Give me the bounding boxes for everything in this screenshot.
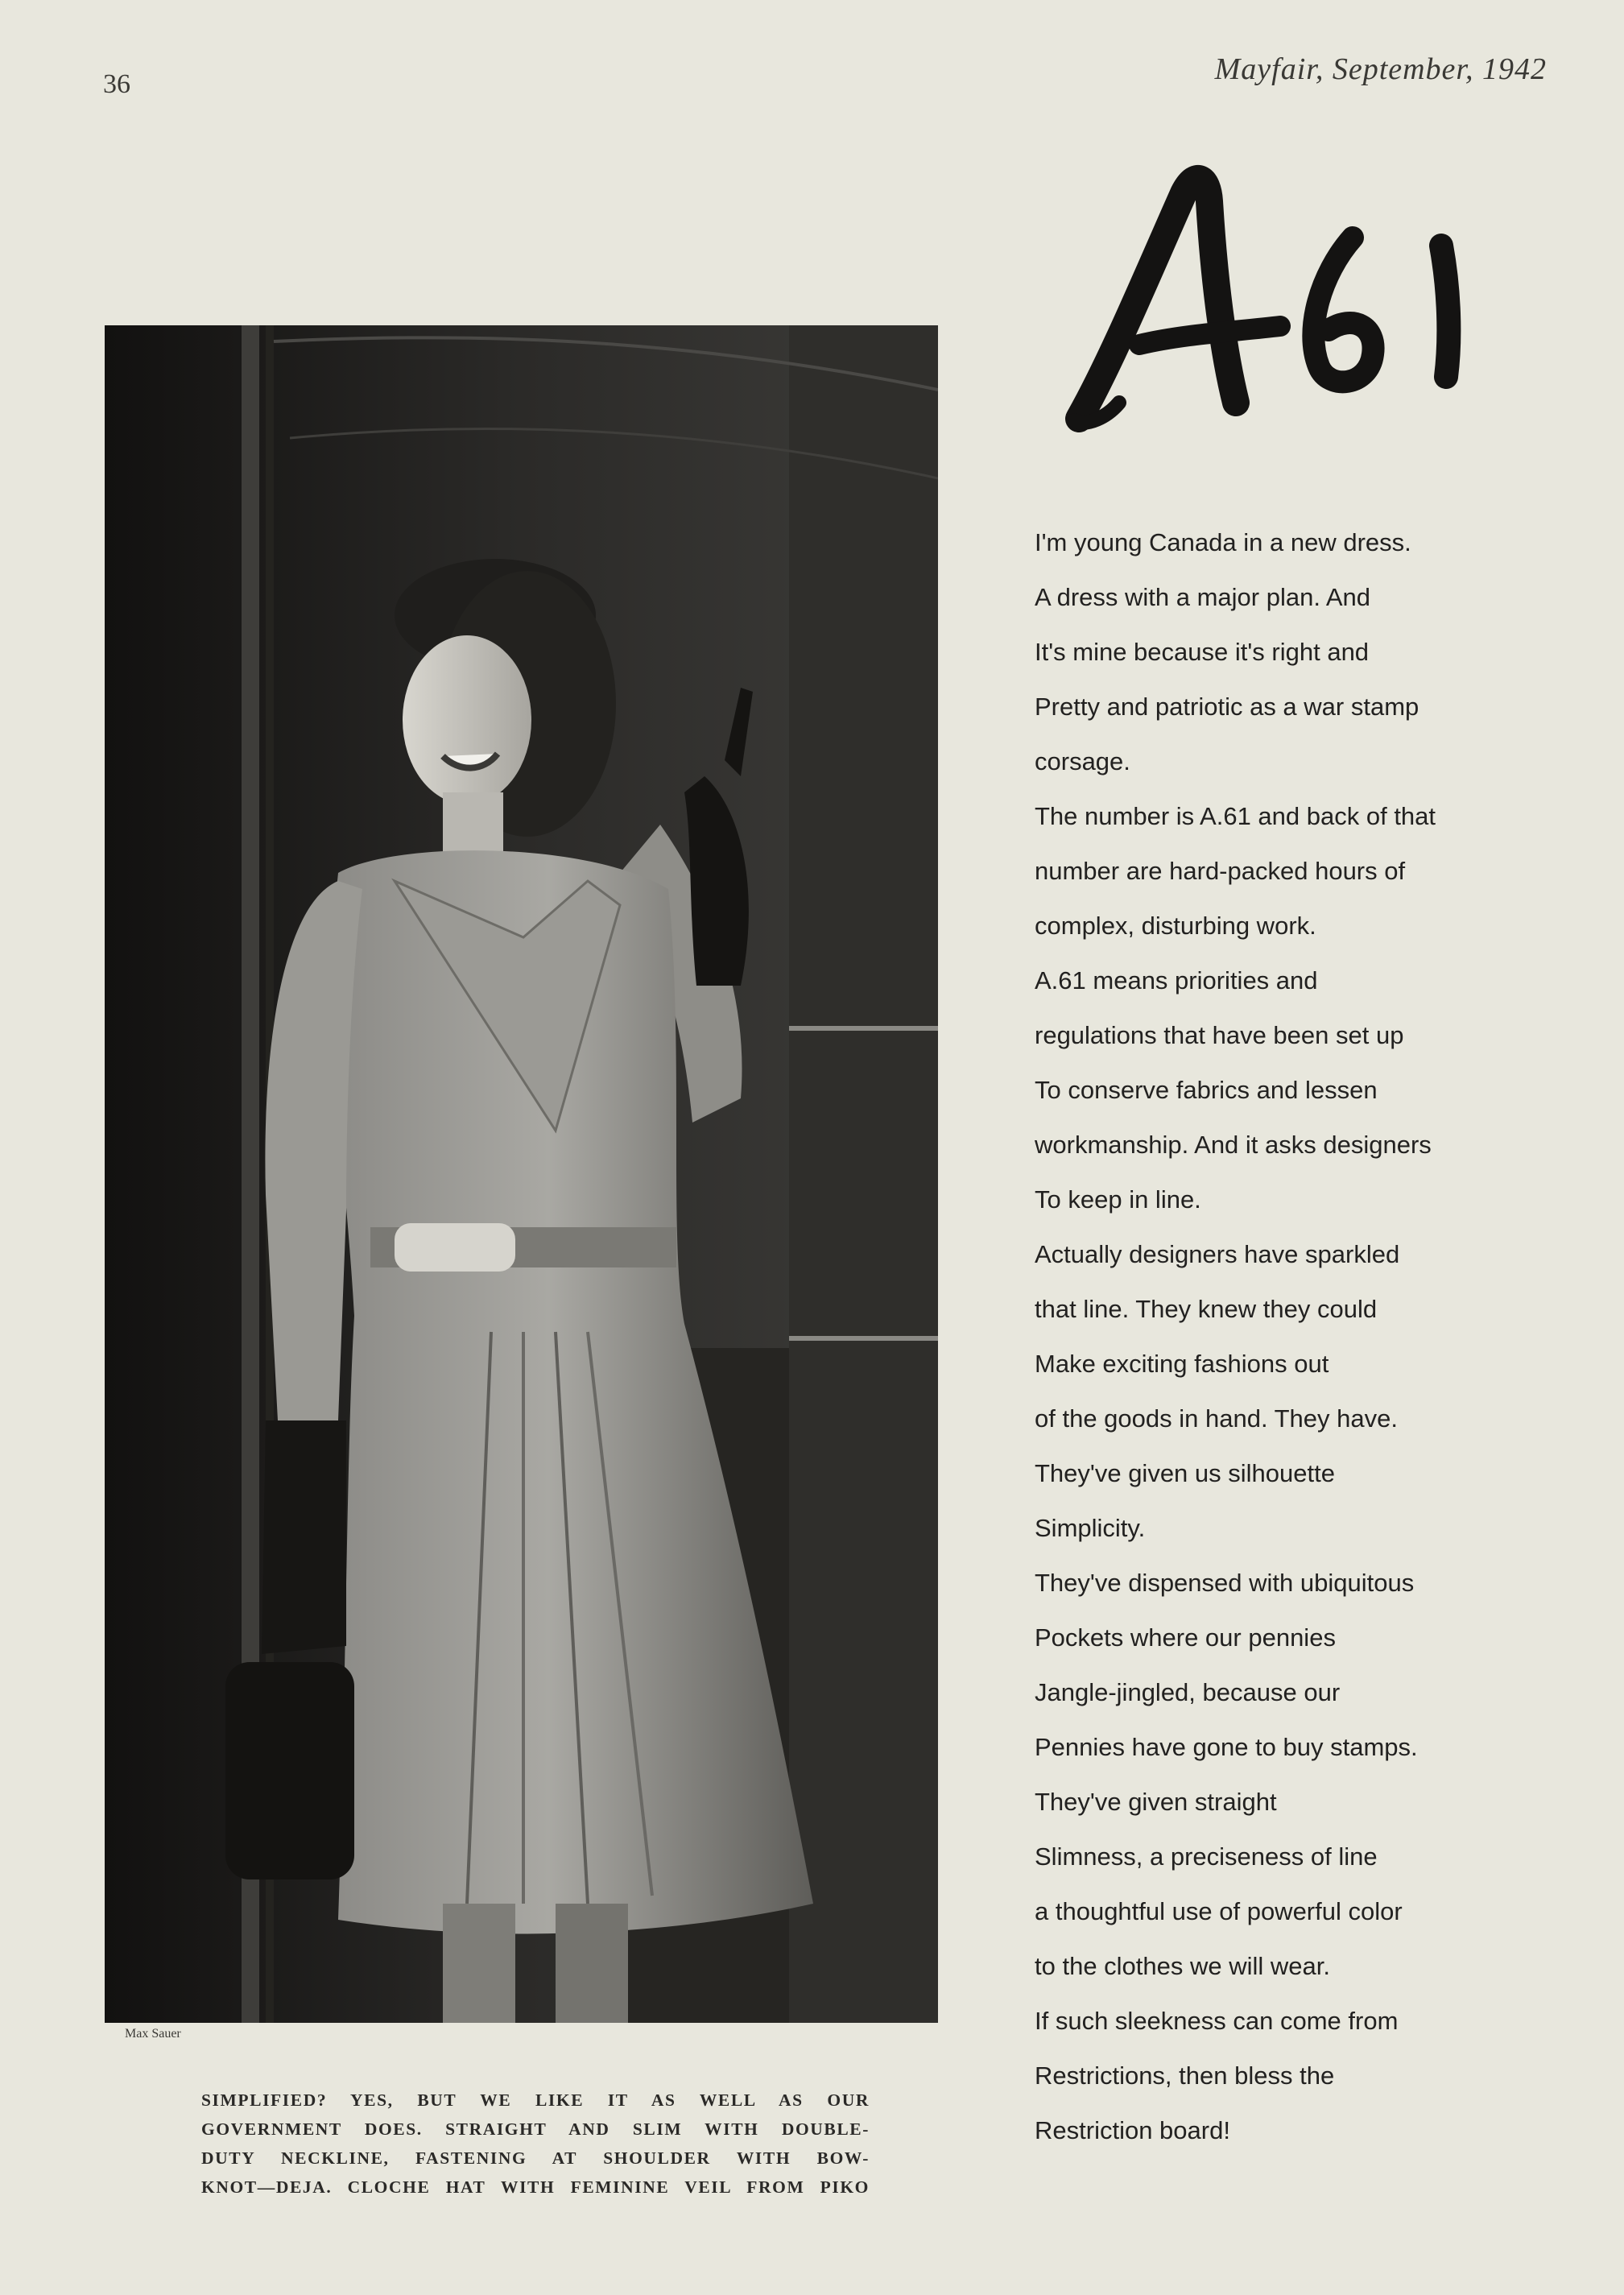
- caption-line: DUTY NECKLINE, FASTENING AT SHOULDER WITH BOW-: [201, 2148, 870, 2168]
- body-line: To conserve fabrics and lessen: [1035, 1076, 1378, 1104]
- body-line: of the goods in hand. They have.: [1035, 1404, 1398, 1433]
- body-line: number are hard-packed hours of: [1035, 857, 1406, 885]
- body-line: Jangle-jingled, because our: [1035, 1678, 1341, 1706]
- fashion-photo: [105, 325, 938, 2023]
- body-line: Make exciting fashions out: [1035, 1350, 1329, 1378]
- body-line: They've given straight: [1035, 1788, 1277, 1816]
- body-line: It's mine because it's right and: [1035, 638, 1370, 666]
- body-line: a thoughtful use of powerful color: [1035, 1897, 1403, 1925]
- photo-credit: Max Sauer: [125, 2027, 181, 2041]
- body-line: complex, disturbing work.: [1035, 912, 1316, 940]
- body-line: Pennies have gone to buy stamps.: [1035, 1733, 1418, 1761]
- body-line: If such sleekness can come from: [1035, 2007, 1399, 2035]
- body-line: workmanship. And it asks designers: [1035, 1131, 1432, 1159]
- body-line: The number is A.61 and back of that: [1035, 802, 1436, 830]
- body-line: They've dispensed with ubiquitous: [1035, 1569, 1415, 1597]
- body-line: Pretty and patriotic as a war stamp: [1035, 693, 1419, 721]
- body-line: I'm young Canada in a new dress.: [1035, 528, 1411, 556]
- body-line: Pockets where our pennies: [1035, 1623, 1336, 1652]
- body-line: Restrictions, then bless the: [1035, 2061, 1335, 2090]
- running-head: Mayfair, September, 1942: [1214, 52, 1547, 86]
- body-line: Actually designers have sparkled: [1035, 1240, 1400, 1268]
- body-line: corsage.: [1035, 747, 1130, 775]
- body-line: that line. They knew they could: [1035, 1295, 1378, 1323]
- headline: [1063, 161, 1514, 451]
- caption-line: GOVERNMENT DOES. STRAIGHT AND SLIM WITH DOUBLE-: [201, 2119, 870, 2139]
- body-line: Simplicity.: [1035, 1514, 1146, 1542]
- body-line: To keep in line.: [1035, 1185, 1201, 1214]
- body-line: to the clothes we will wear.: [1035, 1952, 1331, 1980]
- page-number: 36: [103, 69, 130, 99]
- body-line: A dress with a major plan. And: [1035, 583, 1371, 611]
- headline-lettering: [1063, 161, 1514, 451]
- caption-line: KNOT—DEJA. CLOCHE HAT WITH FEMININE VEIL FROM PIKO: [201, 2177, 870, 2197]
- photo-caption: [201, 2086, 870, 2202]
- photo-woman-in-dress-icon: [105, 325, 938, 2023]
- body-line: Restriction board!: [1035, 2116, 1230, 2144]
- body-line: regulations that have been set up: [1035, 1021, 1404, 1049]
- headline-text: A 61: [1063, 161, 1065, 162]
- body-line: They've given us silhouette: [1035, 1459, 1335, 1487]
- caption-line: SIMPLIFIED? YES, BUT WE LIKE IT AS WELL AS OUR: [201, 2090, 870, 2110]
- body-line: Slimness, a preciseness of line: [1035, 1842, 1378, 1871]
- body-copy: [1035, 515, 1550, 2158]
- body-line: A.61 means priorities and: [1035, 966, 1318, 994]
